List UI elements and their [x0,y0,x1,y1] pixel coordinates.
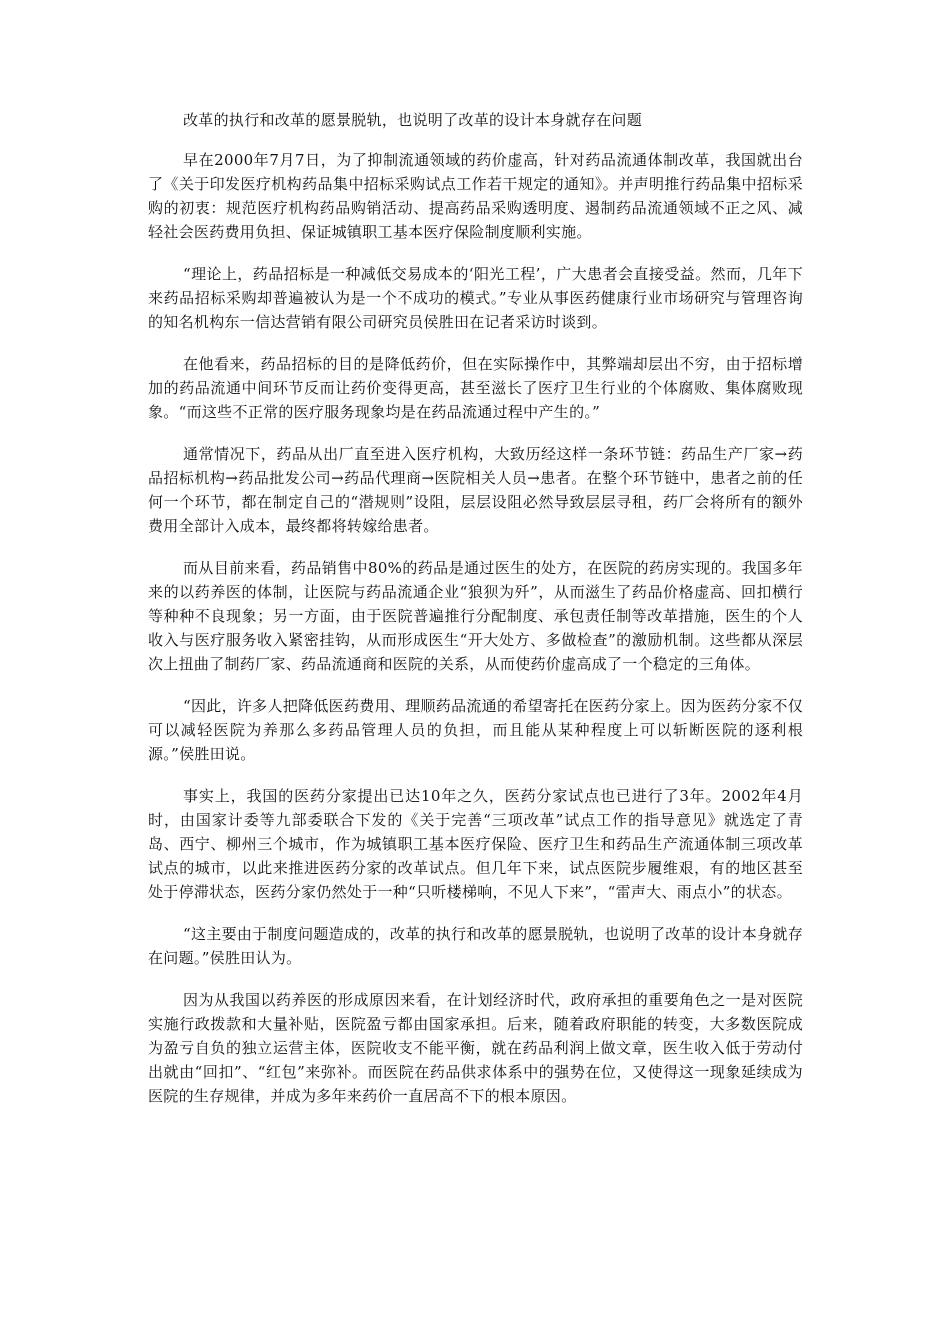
paragraph-7: 事实上，我国的医药分家提出已达10年之久，医药分家试点也已进行了3年。2002年4月时，由国家计委等九部委联合下发的《关于完善“三项改革”试点工作的指导意见》就选定了青岛、西宁、柳州三个城市，作为城镇职工基本医疗保险、医疗卫生和药品生产流通体制三项改革试点的城市，以此来推进医药分家的改革试点。但几年下来，试点医院步履维艰，有的地区甚至处于停滞状态，医药分家仍然处于一种“只听楼梯响，不见人下来”，“雷声大、雨点小”的状态。 [148,787,803,901]
document-title: 改革的执行和改革的愿景脱轨，也说明了改革的设计本身就存在问题 [183,111,643,129]
paragraph-5: 而从目前来看，药品销售中80%的药品是通过医生的处方，在医院的药房实现的。我国多年来的以药养医的体制，让医院与药品流通企业“狼狈为歼”，从而滋生了药品价格虚高、回扣横行等种种不良现象；另一方面，由于医院普遍推行分配制度、承包责任制等改革措施，医生的个人收入与医疗服务收入紧密挂钩，从而形成医生“开大处方、多做检查”的激励机制。这些都从深层次上扭曲了制药厂家、药品流通商和医院的关系，从而使药价虚高成了一个稳定的三角体。 [148,559,803,673]
paragraph-1: 早在2000年7月7日，为了抑制流通领域的药价虚高，针对药品流通体制改革，我国就出台了《关于印发医疗机构药品集中招标采购试点工作若干规定的通知》。并声明推行药品集中招标采购的初衷：规范医疗机构药品购销活动、提高药品采购透明度、遏制药品流通领域不正之风、减轻社会医药费用负担、保证城镇职工基本医疗保险制度顺利实施。 [148,151,803,241]
paragraph-2: “理论上，药品招标是一种减低交易成本的‘阳光工程’，广大患者会直接受益。然而，几年下来药品招标采购却普遍被认为是一个不成功的模式。”专业从事医药健康行业市场研究与管理咨询的知名机构东一信达营销有限公司研究员侯胜田在记者采访时谈到。 [148,265,803,331]
paragraph-6: “因此，许多人把降低医药费用、理顺药品流通的希望寄托在医药分家上。因为医药分家不仅可以减轻医院为养那么多药品管理人员的负担，而且能从某种程度上可以斩断医院的逐利根源。”侯胜田说。 [148,697,803,763]
paragraph-3: 在他看来，药品招标的目的是降低药价，但在实际操作中，其弊端却层出不穷，由于招标增加的药品流通中间环节反而让药价变得更高，甚至滋长了医疗卫生行业的个体腐败、集体腐败现象。“而这些不正常的医疗服务现象均是在药品流通过程中产生的。” [148,355,803,421]
paragraph-8: “这主要由于制度问题造成的，改革的执行和改革的愿景脱轨，也说明了改革的设计本身就存在问题。”侯胜田认为。 [148,925,803,967]
paragraph-4: 通常情况下，药品从出厂直至进入医疗机构，大致历经这样一条环节链：药品生产厂家→药品招标机构→药品批发公司→药品代理商→医院相关人员→患者。在整个环节链中，患者之前的任何一个环节，都在制定自己的“潜规则”设阻，层层设阻必然导致层层寻租，药厂会将所有的额外费用全部计入成本，最终都将转嫁给患者。 [148,445,803,535]
paragraph-9: 因为从我国以药养医的形成原因来看，在计划经济时代，政府承担的重要角色之一是对医院实施行政拨款和大量补贴，医院盈亏都由国家承担。后来，随着政府职能的转变，大多数医院成为盈亏自负的独立运营主体，医院收支不能平衡，就在药品利润上做文章，医生收入低于劳动付出就由“回扣”、“红包”来弥补。而医院在药品供求体系中的强势在位，又使得这一现象延续成为医院的生存规律，并成为多年来药价一直居高不下的根本原因。 [148,991,803,1105]
document-page [148,108,803,1126]
